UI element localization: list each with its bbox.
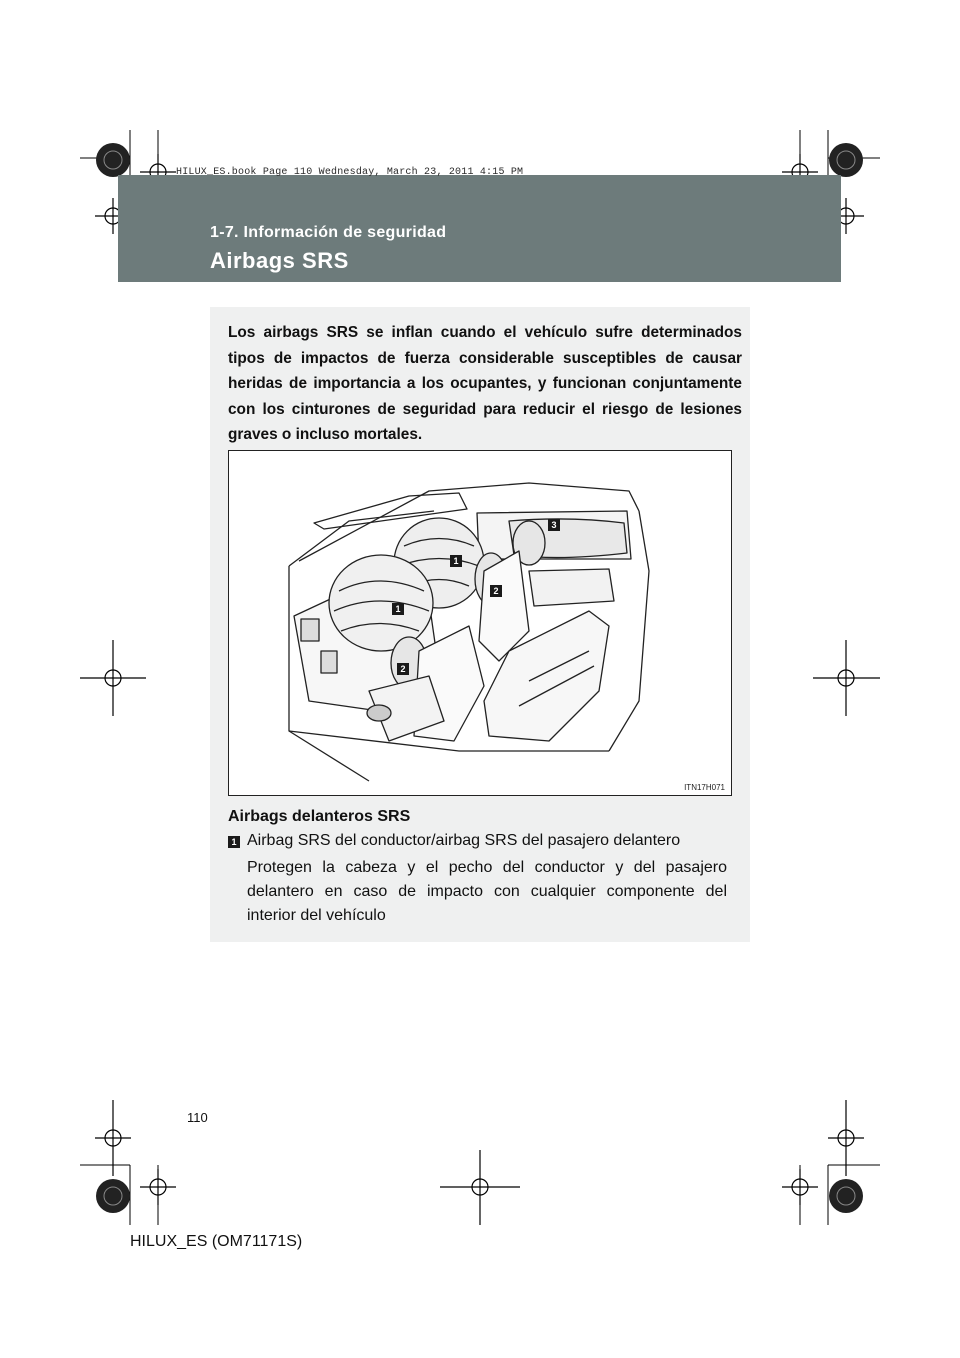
callout-badge: 3: [548, 519, 560, 531]
airbag-illustration: [228, 450, 732, 796]
callout-badge: 1: [450, 555, 462, 567]
print-line: HILUX_ES.book Page 110 Wednesday, March 23, 2011 4:15 PM: [176, 167, 524, 178]
page-number: 110: [187, 1110, 208, 1125]
footer-code: HILUX_ES (OM71171S): [130, 1233, 303, 1250]
item-title: Airbag SRS del conductor/airbag SRS del pasajero delantero: [247, 832, 681, 849]
target-mark: [782, 1169, 818, 1205]
target-mark: [80, 640, 146, 716]
car-interior-drawing: [229, 451, 731, 795]
item-number-badge: 1: [228, 836, 240, 848]
callout-badge: 2: [490, 585, 502, 597]
page-title: Airbags SRS: [210, 248, 349, 273]
figure-code: ITN17H071: [684, 783, 725, 792]
callout-badge: 2: [397, 663, 409, 675]
intro-paragraph: Los airbags SRS se inflan cuando el vehículo sufre determinados tipos de impactos de fuerza considerable susceptibles de causar heridas de importancia a los ocupantes, y funcionan conjuntamente con los cinturones de seguridad para reducir el riesgo de lesiones graves o incluso mortales.: [228, 324, 742, 443]
target-mark: [440, 1150, 520, 1225]
section-label: 1-7. Información de seguridad: [210, 224, 447, 241]
target-mark: [140, 1169, 176, 1205]
section-heading: Airbags delanteros SRS: [228, 808, 411, 825]
callout-badge: 1: [392, 603, 404, 615]
item-description: Protegen la cabeza y el pecho del conductor y del pasajero delantero en caso de impacto con cualquier componente del interior del vehículo: [247, 859, 727, 924]
target-mark: [813, 640, 880, 716]
